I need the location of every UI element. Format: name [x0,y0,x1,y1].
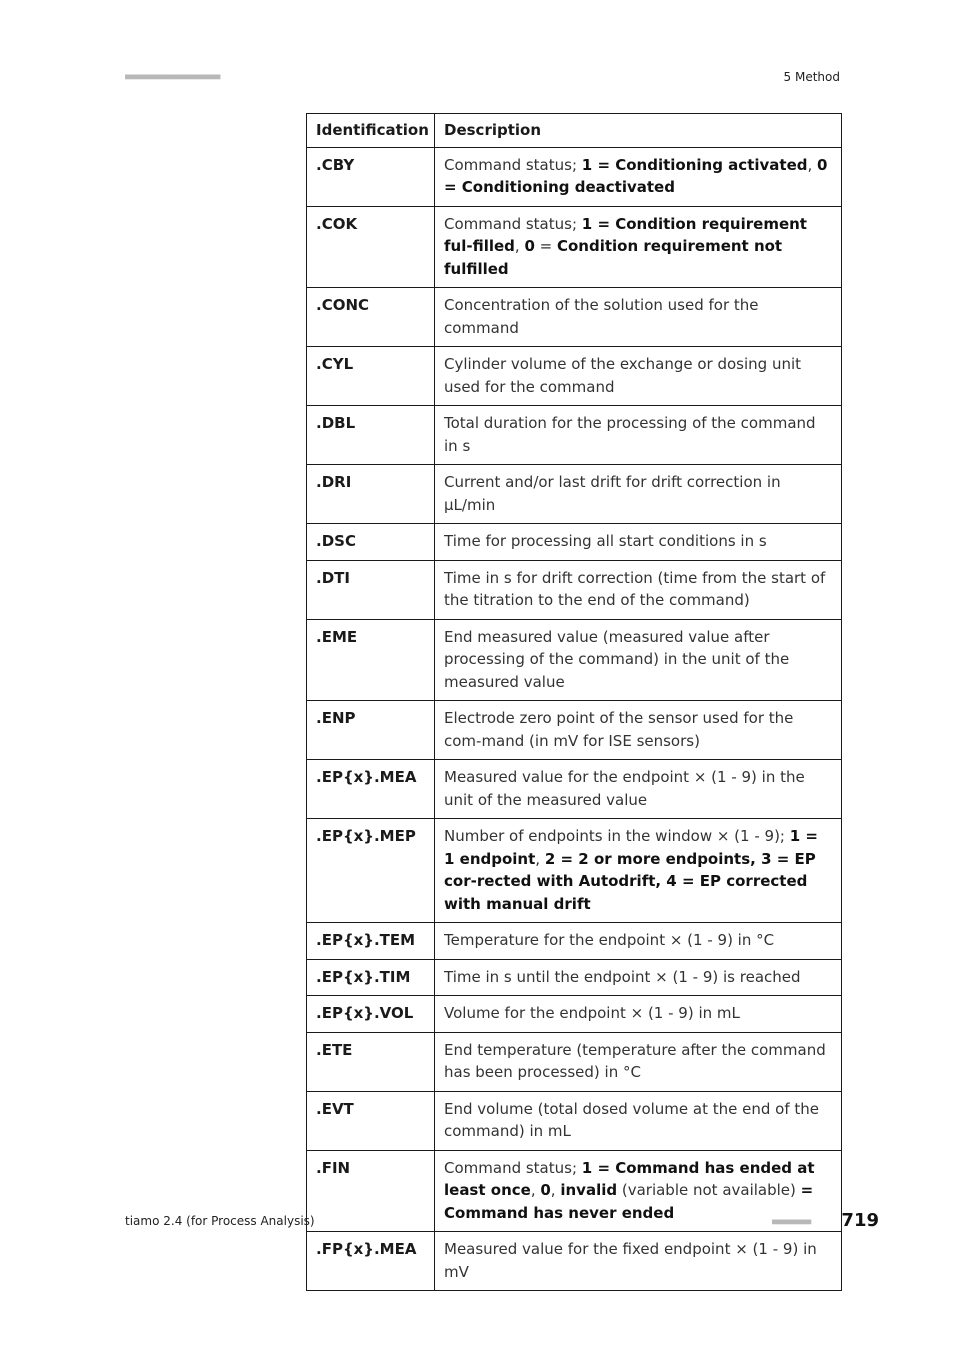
variable-description [435,619,842,701]
variable-identification: .EP{x}.TEM [307,923,435,960]
section-title: 5 Method [783,70,840,84]
description-text: , [550,1181,561,1199]
description-bold-text: 0 = Conditioning deactivated [444,155,828,196]
variable-identification: .DSC [307,524,435,561]
table-row [307,347,842,406]
description-bold-text: invalid [560,1181,618,1199]
table-row [307,1032,842,1091]
variable-description [435,524,842,561]
variable-identification: .EP{x}.MEA [307,760,435,819]
description-text: Time in s until the endpoint × (1 - 9) is reached [444,967,801,986]
variable-identification: .ENP [307,701,435,760]
column-header-description: Description [435,114,842,148]
variable-identification: .CYL [307,347,435,406]
description-text: Cylinder volume of the exchange or dosing unit used for the command [444,355,802,396]
description-text: = [534,237,557,255]
variable-description [435,1091,842,1150]
header-decoration: ■■■■■■■■■■■■■■■■■■■■■■ [125,72,220,81]
table-row [307,560,842,619]
variables-table-container [306,113,841,1291]
variable-description [435,1032,842,1091]
description-text: Command status; [444,155,582,174]
table-body [307,147,842,1291]
description-bold-text: 1 = 1 endpoint [444,827,818,868]
variable-description [435,923,842,960]
variable-description [435,560,842,619]
description-bold-text: = Command has never ended [444,1181,814,1222]
variable-identification: .CBY [307,147,435,206]
description-text: Measured value for the endpoint × (1 - 9) in the unit of the measured value [444,768,805,809]
footer-decoration: ■■■■■■■■■ [772,1217,811,1226]
variable-description [435,465,842,524]
variable-description [435,347,842,406]
description-text: End measured value (measured value after processing of the command) in the unit of the measured value [444,627,790,691]
description-text: Measured value for the fixed endpoint × (1 - 9) in mV [444,1240,817,1281]
variable-identification: .EME [307,619,435,701]
description-text: Command status; [444,1158,582,1177]
description-text: End temperature (temperature after the command has been processed) in °C [444,1040,826,1081]
description-bold-text: 1 = Condition requirement ful-filled [444,214,807,255]
variable-description [435,760,842,819]
variables-table [306,113,842,1291]
variable-description [435,406,842,465]
description-bold-text: 2 = 2 or more endpoints, 3 = EP cor-rected with Autodrift, 4 = EP corrected with manual drift [444,849,816,913]
description-text: Current and/or last drift for drift correction in µL/min [444,473,781,514]
description-text: Temperature for the endpoint × (1 - 9) in °C [444,931,775,949]
table-row [307,923,842,960]
table-row [307,1091,842,1150]
table-row [307,619,842,701]
description-text: Command status; [444,214,582,233]
footer-product-title: tiamo 2.4 (for Process Analysis) [125,1214,315,1228]
variable-description [435,819,842,923]
table-row [307,1232,842,1291]
variable-identification: .EVT [307,1091,435,1150]
description-text: Total duration for the processing of the command in s [444,414,816,455]
description-text: (variable not available) [617,1181,801,1199]
table-row [307,1150,842,1232]
variable-identification: .DRI [307,465,435,524]
variable-identification: .CONC [307,288,435,347]
table-row [307,206,842,288]
description-text: , [807,155,818,174]
description-bold-text: 1 = Command has ended at least once [444,1158,815,1199]
description-bold-text: 1 = Conditioning activated [581,155,808,174]
table-row [307,524,842,561]
variable-description [435,1232,842,1291]
description-text: Volume for the endpoint × (1 - 9) in mL [444,1004,740,1022]
table-row [307,147,842,206]
variable-identification: .EP{x}.MEP [307,819,435,923]
variable-description [435,959,842,996]
variable-identification: .DTI [307,560,435,619]
table-row [307,760,842,819]
table-row [307,701,842,760]
description-text: Electrode zero point of the sensor used for the com-mand (in mV for ISE sensors) [444,709,794,750]
variable-description [435,206,842,288]
table-row [307,819,842,923]
table-row [307,465,842,524]
table-row [307,959,842,996]
variable-description [435,701,842,760]
description-bold-text: Condition requirement not fulfilled [444,237,783,278]
variable-identification: .ETE [307,1032,435,1091]
variable-description [435,288,842,347]
variable-description [435,147,842,206]
variable-identification: .FIN [307,1150,435,1232]
variable-identification: .DBL [307,406,435,465]
description-text: Time for processing all start conditions in s [444,532,767,550]
description-text: Time in s for drift correction (time from the start of the titration to the end of the command) [444,568,826,609]
table-header-row [307,114,842,148]
description-text: , [514,237,525,255]
table-row [307,996,842,1033]
column-header-identification: Identification [307,114,435,148]
description-text: Number of endpoints in the window × (1 - 9); [444,827,790,845]
variable-identification: .COK [307,206,435,288]
variable-identification: .EP{x}.VOL [307,996,435,1033]
variable-identification: .EP{x}.TIM [307,959,435,996]
table-row [307,406,842,465]
description-text: , [535,849,545,868]
description-bold-text: 0 [540,1181,551,1199]
description-bold-text: 0 [524,237,535,255]
description-text: End volume (total dosed volume at the end of the command) in mL [444,1099,819,1140]
description-text: Concentration of the solution used for the command [444,296,759,337]
page-number: 719 [841,1210,879,1231]
table-row [307,288,842,347]
description-text: , [530,1181,541,1199]
variable-identification: .FP{x}.MEA [307,1232,435,1291]
variable-description [435,996,842,1033]
